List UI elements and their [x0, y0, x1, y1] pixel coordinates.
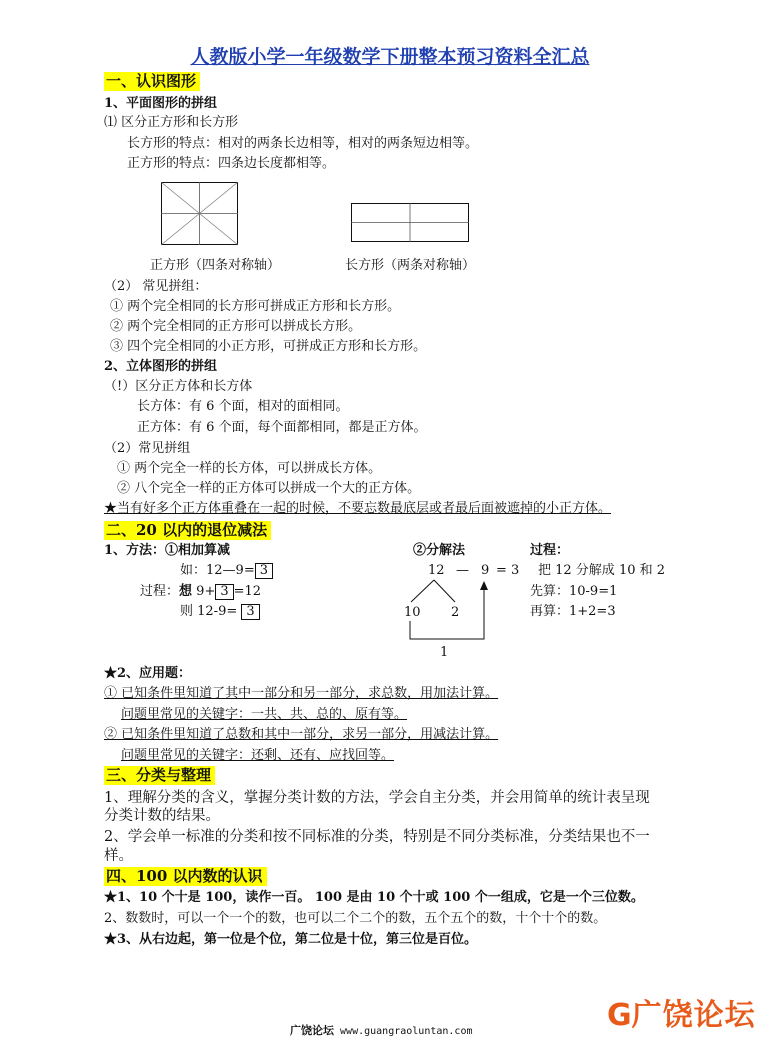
- paragraph: 样。: [104, 848, 133, 864]
- rectangle-symmetry-figure: [351, 203, 469, 242]
- point-1: ⑴ 区分正方形和长方形: [104, 115, 239, 130]
- star-note: ★当有好多个正方体重叠在一起的时候，不要忘数最底层或者最后面被遮掉的小正方体。: [104, 501, 612, 516]
- footer-site: 广饶论坛: [290, 1024, 334, 1037]
- list-item: ① 两个完全相同的长方形可拼成正方形和长方形。: [110, 299, 401, 314]
- application-2-keywords: 问题里常见的关键字：还剩、还有、应找回等。: [121, 748, 395, 763]
- decomp-1: 1: [440, 645, 449, 660]
- example-text: 如：12—9=: [180, 563, 255, 578]
- decomp-9: 9: [481, 563, 490, 578]
- square-symmetry-figure: [161, 182, 238, 245]
- step-1: 把 12 分解成 10 和 2: [538, 563, 666, 578]
- section-1-heading: 一、认识图形: [104, 72, 200, 91]
- example-line: [180, 563, 273, 579]
- answer-box: 3: [215, 584, 233, 600]
- think-word: 想: [179, 584, 193, 599]
- decompose-title: ②分解法: [413, 543, 466, 558]
- page-title: 人教版小学一年级数学下册整本预习资料全汇总: [190, 46, 590, 68]
- decomp-minus: —: [456, 563, 469, 578]
- point-2: （2） 常见拼组：: [104, 279, 208, 294]
- application-1: ① 已知条件里知道了其中一部分和另一部分，求总数，用加法计算。: [104, 686, 499, 701]
- subsection-1-title: 1、平面图形的拼组: [104, 96, 218, 111]
- process-label: 过程：: [140, 584, 180, 599]
- process-text: 9+: [196, 584, 216, 599]
- section-2-heading: 二、20 以内的退位减法: [104, 521, 271, 540]
- footer: [290, 1022, 472, 1038]
- process-line: [140, 584, 261, 600]
- section-3-heading: 三、分类与整理: [104, 766, 215, 785]
- list-item: ③ 四个完全相同的小正方形，可拼成正方形和长方形。: [110, 339, 427, 354]
- line-2: 2、数数时，可以一个一个的数，也可以二个二个的数，五个五个的数，十个十个的数。: [104, 911, 607, 926]
- site-logo[interactable]: [607, 990, 756, 1034]
- answer-box: 3: [241, 604, 259, 620]
- point-3: （!）区分正方体和长方体: [104, 379, 253, 394]
- list-item: ② 两个完全相同的正方形可以拼成长方形。: [110, 319, 362, 334]
- square-caption: 正方形（四条对称轴）: [150, 258, 281, 273]
- logo-icon: G: [607, 998, 632, 1033]
- process-suffix: =12: [233, 584, 262, 599]
- square-feature: 正方形的特点：四条边长度都相等。: [127, 156, 336, 171]
- paragraph: 分类计数的结果。: [104, 808, 220, 824]
- decomp-10: 10: [404, 605, 421, 620]
- line-1: ★1、10 个十是 100，读作一百。 100 是由 10 个十或 100 个一组成，它是一个三位数。: [104, 890, 644, 905]
- application-2: ② 已知条件里知道了总数和其中一部分，求另一部分，用减法计算。: [104, 727, 499, 742]
- process-title: 过程：: [530, 543, 570, 558]
- method-title: 1、方法：①相加算减: [104, 543, 231, 558]
- decomp-result: = 3: [496, 563, 520, 578]
- list-item: ① 两个完全一样的长方体，可以拼成长方体。: [117, 461, 382, 476]
- paragraph: 2、学会单一标准的分类和按不同标准的分类，特别是不同分类标准，分类结果也不一: [104, 829, 650, 845]
- cuboid-desc: 长方体：有 6 个面，相对的面相同。: [137, 399, 349, 414]
- subsection-2-title: 2、立体图形的拼组: [104, 359, 218, 374]
- point-4: （2）常见拼组: [104, 441, 191, 456]
- rect-caption: 长方形（两条对称轴）: [345, 258, 476, 273]
- paragraph: 1、理解分类的含义，掌握分类计数的方法，学会自主分类，并会用简单的统计表呈现: [104, 790, 650, 806]
- decomp-12: 12: [428, 563, 445, 578]
- footer-url[interactable]: www.guangraoluntan.com: [340, 1026, 473, 1037]
- line-3: ★3、从右边起，第一位是个位，第二位是十位，第三位是百位。: [104, 932, 478, 947]
- answer-box: 3: [255, 563, 273, 579]
- section-4-heading: 四、100 以内数的认识: [104, 867, 267, 886]
- then-line: [180, 604, 260, 620]
- decompose-diagram-lines: [400, 575, 490, 645]
- step-2: 先算：10-9=1: [530, 584, 618, 599]
- logo-text: 广饶论坛: [631, 998, 756, 1033]
- then-text: 则 12-9=: [180, 604, 238, 619]
- decomp-2: 2: [451, 605, 460, 620]
- rect-feature: 长方形的特点：相对的两条长边相等，相对的两条短边相等。: [127, 136, 479, 151]
- cube-desc: 正方体：有 6 个面，每个面都相同，都是正方体。: [137, 420, 427, 435]
- application-title: ★2、应用题：: [104, 666, 192, 681]
- list-item: ② 八个完全一样的正方体可以拼成一个大的正方体。: [117, 481, 421, 496]
- step-3: 再算：1+2=3: [530, 604, 616, 619]
- application-1-keywords: 问题里常见的关键字：一共、共、总的、原有等。: [121, 707, 408, 722]
